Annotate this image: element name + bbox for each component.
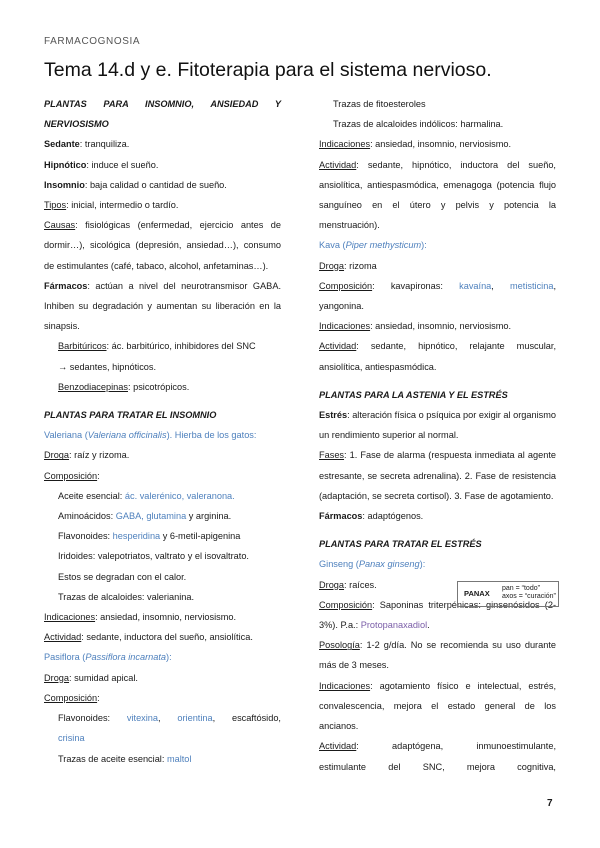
valeriana-aminoacidos: Aminoácidos: GABA, glutamina y arginina. [58, 511, 232, 522]
plant-pasiflora: Pasiflora (Passiflora incarnata): [44, 652, 172, 663]
def-hipnotico: Hipnótico: induce el sueño. [44, 159, 159, 170]
def-sedante: Sedante: tranquiliza. [44, 139, 130, 150]
section-heading-astenia: PLANTAS PARA LA ASTENIA Y EL ESTRÉS [319, 389, 508, 400]
panax-label: PANAX [464, 589, 490, 598]
panax-definitions: pan = “todo” axos = “curación” [502, 585, 556, 600]
ginseng-posologia: Posología: 1-2 g/día. No se recomienda su uso durante más de 3 meses. [319, 640, 556, 671]
kava-composicion: Composición: kavapironas: kavaína, metisticina, [319, 280, 556, 291]
valeriana-droga: Droga: raíz y rizoma. [44, 450, 130, 461]
pasiflora-crisina: crisina [58, 733, 85, 744]
page-title: Tema 14.d y e. Fitoterapia para el sistema nervioso. [44, 59, 492, 81]
ginseng-actividad: Actividad: adaptógena, inmunoestimulante, estimulante del SNC, mejora cognitiva, [319, 741, 559, 772]
section-heading-nerviosismo: NERVIOSISMO [44, 119, 109, 130]
def-benzodiacepinas: Benzodiacepinas: psicotrópicos. [58, 381, 190, 392]
panax-etymology-box [457, 581, 559, 607]
pasiflora-alcaloides: Trazas de alcaloides indólicos: harmalina. [333, 119, 504, 130]
valeriana-trazas: Trazas de alcaloides: valerianina. [58, 591, 195, 602]
pasiflora-droga: Droga: sumidad apical. [44, 672, 138, 683]
kava-composicion-cont: yangonina. [319, 301, 364, 312]
valeriana-iridoides-nota: Estos se degradan con el calor. [58, 571, 187, 582]
def-insomnio: Insomnio: baja calidad o cantidad de sueño. [44, 179, 227, 190]
def-tipos: Tipos: inicial, intermedio o tardío. [44, 200, 179, 211]
plant-kava: Kava (Piper methysticum): [319, 240, 427, 251]
pasiflora-aceite: Trazas de aceite esencial: maltol [58, 753, 192, 764]
def-farmacos: Fármacos: actúan a nivel del neurotransmisor GABA. Inhiben su degradación y aumentan su liberación en la sinapsis. [44, 280, 281, 332]
valeriana-aceite: Aceite esencial: ác. valerénico, valeranona. [58, 490, 235, 501]
running-header: FARMACOGNOSIA [44, 36, 141, 47]
left-column [44, 94, 281, 769]
kava-droga: Droga: rizoma [319, 260, 377, 271]
kava-actividad: Actividad: sedante, hipnótico, relajante muscular, ansiolítica, antiespasmódica. [319, 341, 556, 372]
pasiflora-fitoesteroles: Trazas de fitoesteroles [333, 99, 426, 109]
right-column [319, 94, 559, 777]
def-barbituricos: Barbitúricos: ác. barbitúrico, inhibidores del SNC → sedantes, hipnóticos. [58, 341, 256, 372]
valeriana-flavonoides: Flavonoides: hesperidina y 6-metil-apigenina [58, 531, 241, 542]
valeriana-composicion: Composición: [44, 470, 100, 481]
section-heading-estres: PLANTAS PARA TRATAR EL ESTRÉS [319, 539, 482, 550]
pasiflora-composicion: Composición: [44, 692, 100, 703]
plant-ginseng: Ginseng (Panax ginseng): [319, 559, 426, 570]
pasiflora-indicaciones: Indicaciones: ansiedad, insomnio, nerviosismo. [319, 139, 512, 150]
pasiflora-actividad: Actividad: sedante, hipnótico, inductora del sueño, ansiolítica, antiespasmódica, emenagoga (potencia flujo sanguíneo en el útero y pelvis y potencia la menstruación). [319, 159, 556, 231]
def-fases: Fases: 1. Fase de alarma (respuesta inmediata al agente estresante, se secreta adrenalina). 2. Fase de resistencia (adaptación, se secreta cortisol). 3. Fase de agotamiento. [319, 450, 556, 501]
section-heading-insomnio: PLANTAS PARA TRATAR EL INSOMNIO [44, 410, 217, 421]
valeriana-iridoides: Iridoides: valepotriatos, valtrato y el isovaltrato. [58, 551, 249, 562]
ginseng-composicion: Composición: Saponinas triterpénicas: ginsenósidos (2-3%). P.a.: Protopanaxadiol. [319, 599, 556, 631]
ginseng-indicaciones: Indicaciones: agotamiento físico e intelectual, estrés, convalescencia, mejora el estado general de los ancianos. [319, 680, 556, 732]
page-number: 7 [547, 798, 553, 809]
valeriana-actividad: Actividad: sedante, inductora del sueño, ansiolítica. [44, 632, 253, 643]
plant-valeriana: Valeriana (Valeriana officinalis). Hierba de los gatos: [44, 430, 257, 441]
pasiflora-flavonoides: Flavonoides: vitexina, orientina, escaftósido, [58, 713, 281, 724]
def-causas: Causas: fisiológicas (enfermedad, ejercicio antes de dormir…), sicológica (depresión, ansiedad…), consumo de estimulantes (café, tabaco, alcohol, anfetaminas…). [44, 220, 281, 271]
kava-indicaciones: Indicaciones: ansiedad, insomnio, nerviosismo. [319, 321, 512, 332]
valeriana-indicaciones: Indicaciones: ansiedad, insomnio, nerviosismo. [44, 612, 237, 623]
def-estres: Estrés: alteración física o psíquica por exigir al organismo un rendimiento superior al normal. [319, 410, 556, 441]
def-farmacos-estres: Fármacos: adaptógenos. [319, 511, 424, 522]
ginseng-droga: Droga: raíces. [319, 579, 377, 590]
section-heading-insomnio-ansiedad: PLANTAS PARA INSOMNIO, ANSIEDAD Y [44, 99, 281, 109]
